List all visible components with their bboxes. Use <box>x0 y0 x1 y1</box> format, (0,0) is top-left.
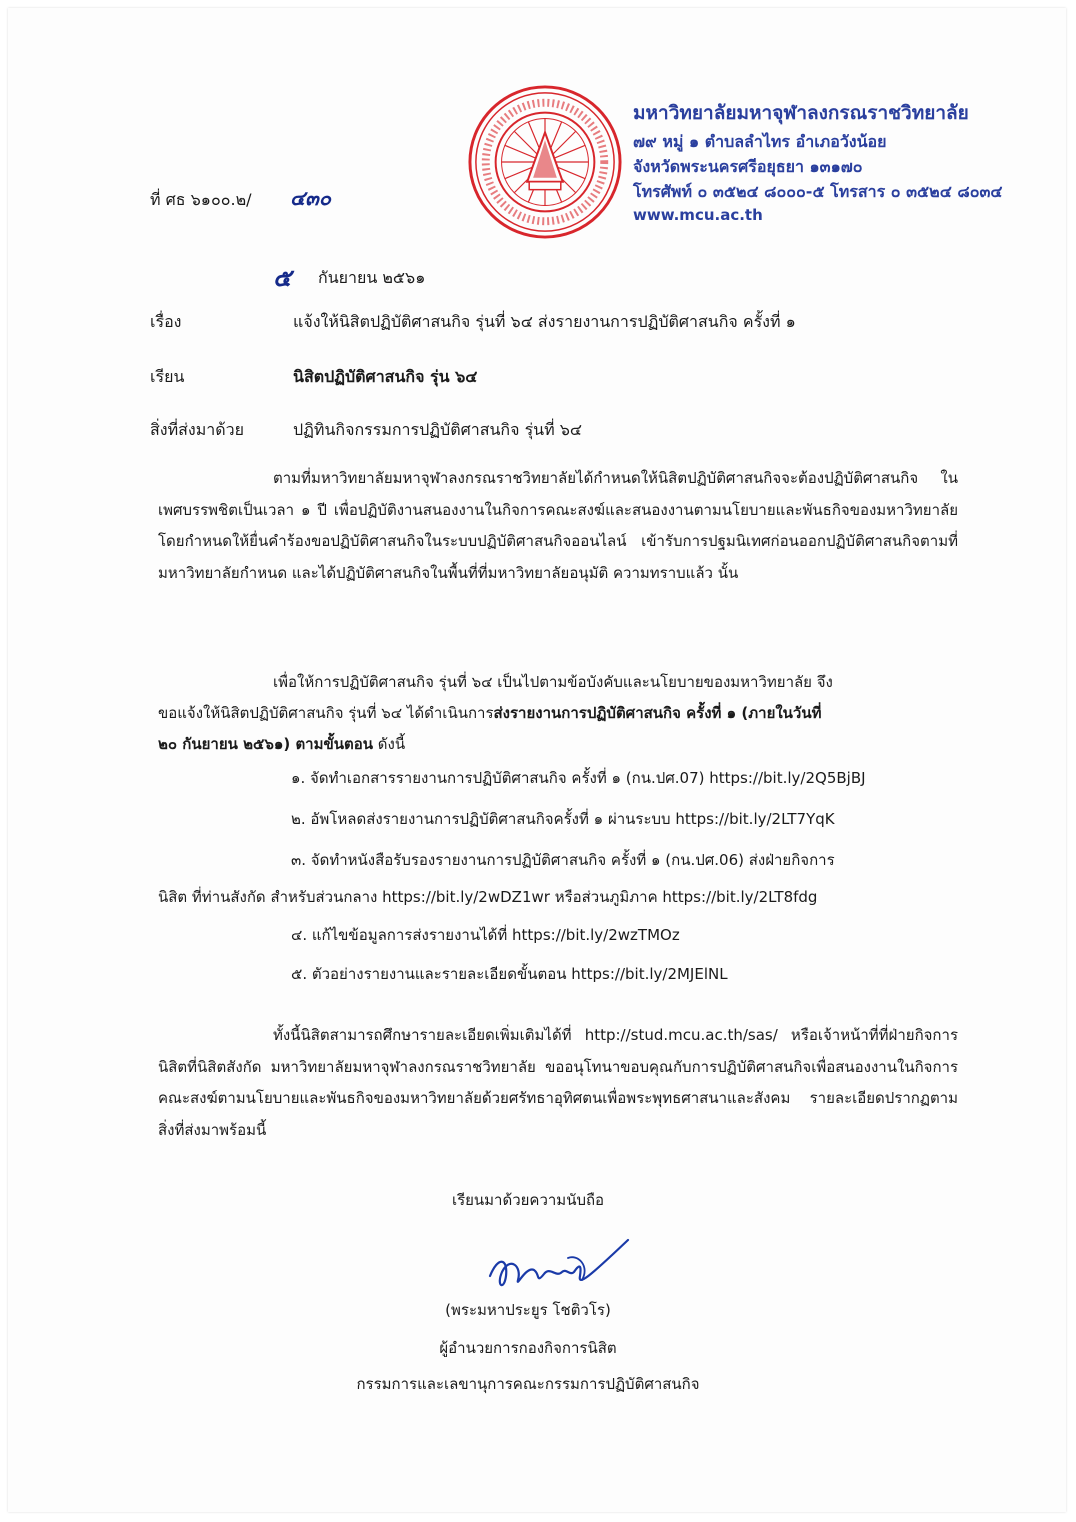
signer-position-1: ผู้อำนวยการกองกิจการนิสิต <box>439 1339 617 1357</box>
letter-page <box>8 8 1066 1512</box>
closing: เรียนมาด้วยความนับถือ <box>451 1191 605 1209</box>
subject-label: เรื่อง <box>150 312 182 331</box>
body-paragraph-1: ตามที่มหาวิทยาลัยมหาจุฬาลงกรณราชวิทยาลัยได้กำหนดให้นิสิตปฏิบัติศาสนกิจจะต้องปฏิบัติศาสนกิจ ในเพศบรรพชิตเป็นเวลา ๑ ปี เพื่อปฏิบัติงานสนองงานในกิจการคณะสงฆ์และสนองงานตามนโยบายและพันธกิจของมหาวิทยาลัย โดยกำหนดให้ยื่นคำร้องขอปฏิบัติศาสนกิจในระบบปฏิบัติศาสนกิจออนไลน์ เข้ารับการปฐมนิเทศก่อนออกปฏิบัติศาสนกิจตามที่มหาวิทยาลัยกำหนด และได้ปฏิบัติศาสนกิจในพื้นที่ที่มหาวิทยาลัยอนุมัติ ความทราบแล้ว นั้น <box>158 469 958 582</box>
body-paragraph-2-line-1: เพื่อให้การปฏิบัติศาสนกิจ รุ่นที่ ๖๔ เป็นไปตามข้อบังคับและนโยบายของมหาวิทยาลัย จึง <box>273 673 833 691</box>
date-month-year: กันยายน ๒๕๖๑ <box>318 268 426 287</box>
address-line-2: จังหวัดพระนครศรีอยุธยา ๑๓๑๗๐ <box>633 157 863 176</box>
step-3-line-1: ๓. จัดทำหนังสือรับรองรายงานการปฏิบัติศาสนกิจ ครั้งที่ ๑ (กน.ปศ.06) ส่งฝ่ายกิจการ <box>291 851 835 869</box>
body-paragraph-2-line-3 <box>158 732 405 756</box>
body-paragraph-2-line-2 <box>158 701 822 725</box>
phone-fax: โทรศัพท์ ๐ ๓๕๒๔ ๘๐๐๐-๕ โทรสาร ๐ ๓๕๒๔ ๘๐๓๔ <box>633 182 1003 201</box>
paragraph-2-bold: ส่งรายงานการปฏิบัติศาสนกิจ ครั้งที่ ๑ (ภายในวันที่ <box>493 704 822 722</box>
reference-label: ที่ ศธ ๖๑๐๐.๒/ <box>150 190 252 209</box>
university-name: มหาวิทยาลัยมหาจุฬาลงกรณราชวิทยาลัย <box>633 102 969 124</box>
step-1: ๑. จัดทำเอกสารรายงานการปฏิบัติศาสนกิจ ครั้งที่ ๑ (กน.ปศ.07) https://bit.ly/2Q5BjBJ <box>291 769 866 787</box>
university-seal-icon <box>466 83 624 241</box>
signature-icon <box>478 1236 638 1306</box>
step-4: ๔. แก้ไขข้อมูลการส่งรายงานได้ที่ https://bit.ly/2wzTMOz <box>291 926 680 944</box>
date-handwritten-day: ๕ <box>273 264 292 292</box>
step-5: ๕. ตัวอย่างรายงานและรายละเอียดขั้นตอน https://bit.ly/2MJElNL <box>291 965 728 983</box>
website: www.mcu.ac.th <box>633 206 763 224</box>
enclosure-label: สิ่งที่ส่งมาด้วย <box>150 420 244 439</box>
enclosure-text: ปฏิทินกิจกรรมการปฏิบัติศาสนกิจ รุ่นที่ ๖๔ <box>293 420 582 439</box>
paragraph-2-end: ดังนี้ <box>373 735 406 753</box>
to-text: นิสิตปฏิบัติศาสนกิจ รุ่น ๖๔ <box>293 367 478 386</box>
signer-name: (พระมหาประยูร โชติวโร) <box>445 1301 611 1319</box>
paragraph-2-deadline: ๒๐ กันยายน ๒๕๖๑) ตามขั้นตอน <box>158 735 374 753</box>
body-paragraph-3: ทั้งนี้นิสิตสามารถศึกษารายละเอียดเพิ่มเติมได้ที่ http://stud.mcu.ac.th/sas/ หรือเจ้าหน้าที่ที่ฝ่ายกิจการนิสิตที่นิสิตสังกัด มหาวิทยาลัยมหาจุฬาลงกรณราชวิทยาลัย ขออนุโทนาขอบคุณกับการปฏิบัติศาสนกิจเพื่อสนองงานในกิจการคณะสงฆ์ตามนโยบายและพันธกิจของมหาวิทยาลัยด้วยศรัทธาอุทิศตนเพื่อพระพุทธศาสนาและสังคม รายละเอียดปรากฏตามสิ่งที่ส่งมาพร้อมนี้ <box>158 1026 958 1139</box>
address-line-1: ๗๙ หมู่ ๑ ตำบลลำไทร อำเภอวังน้อย <box>633 132 887 151</box>
step-3-line-2: นิสิต ที่ท่านสังกัด สำหรับส่วนกลาง https://bit.ly/2wDZ1wr หรือส่วนภูมิภาค https://bit.ly/2LT8fdg <box>158 888 818 906</box>
paragraph-2-text: ขอแจ้งให้นิสิตปฏิบัติศาสนกิจ รุ่นที่ ๖๔ ได้ดำเนินการ <box>158 704 494 722</box>
reference-handwritten-number: ๔๓๐ <box>290 186 332 210</box>
signer-position-2: กรรมการและเลขานุการคณะกรรมการปฏิบัติศาสนกิจ <box>356 1375 700 1393</box>
to-label: เรียน <box>150 367 185 386</box>
step-2: ๒. อัพโหลดส่งรายงานการปฏิบัติศาสนกิจครั้งที่ ๑ ผ่านระบบ https://bit.ly/2LT7YqK <box>291 810 835 828</box>
subject-text: แจ้งให้นิสิตปฏิบัติศาสนกิจ รุ่นที่ ๖๔ ส่งรายงานการปฏิบัติศาสนกิจ ครั้งที่ ๑ <box>293 312 796 331</box>
